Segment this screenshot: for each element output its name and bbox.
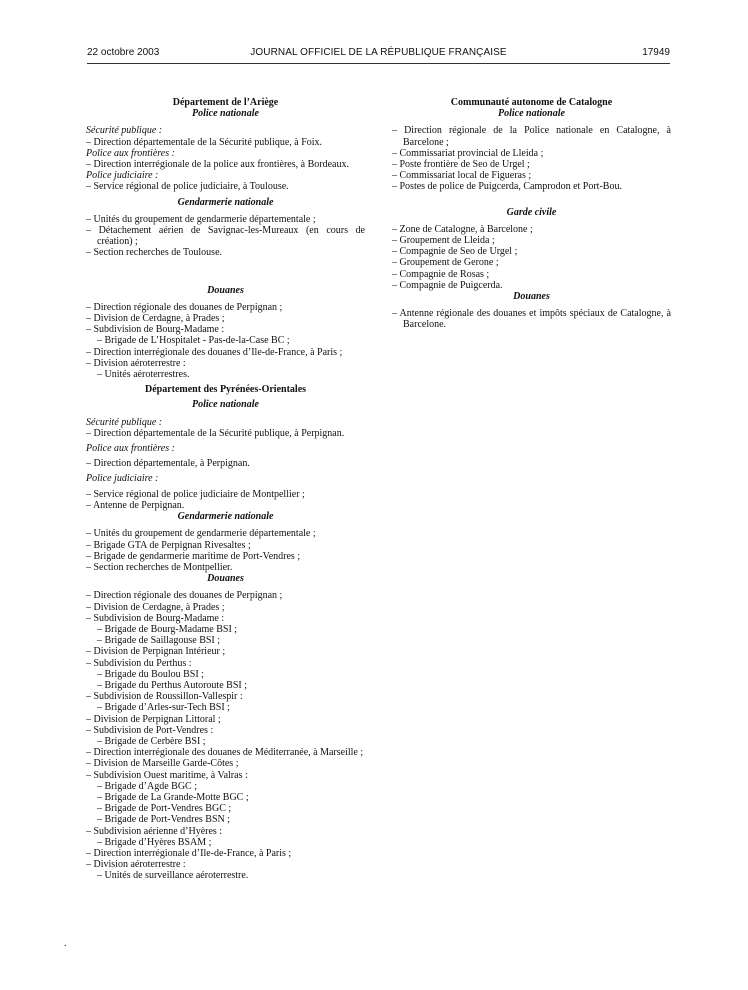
list-item: – Direction interrégionale des douanes de Méditerranée, à Marseille ; [86,747,364,759]
list-item: – Section recherches de Montpellier. [86,561,233,573]
list-item: – Division aéroterrestre : [86,357,186,369]
subtitle-douanes-ariege: Douanes [207,284,244,296]
subtitle-police-catalogne: Police nationale [498,108,565,120]
list-subitem: – Brigade de Bourg-Madame BSI ; [97,623,238,635]
list-subitem: – Brigade de Saillagouse BSI ; [97,635,221,647]
list-subitem: – Brigade de L’Hospitalet - Pas-de-la-Case BC ; [97,335,290,347]
section-title-ariege: Département de l’Ariège [172,97,279,108]
journal-title: JOURNAL OFFICIEL DE LA RÉPUBLIQUE FRANÇAISE [250,47,507,58]
list-item: – Direction régionale de la Police nationale en Catalogne, à Barcelone ; [392,125,671,148]
list-item: – Brigade GTA de Perpignan Rivesaltes ; [86,539,251,551]
header-rule [87,63,670,64]
list-item: – Direction régionale des douanes de Perpignan ; [86,590,283,602]
list-item: – Service régional de police judiciaire de Montpellier ; [86,488,305,500]
list-item: – Division de Perpignan Littoral ; [86,713,221,725]
list-item: – Poste frontière de Seo de Urgel ; [392,159,530,171]
list-item: – Service régional de police judiciaire, à Toulouse. [86,181,289,193]
page-header [87,47,670,61]
subtitle-garde-civile: Garde civile [506,206,557,218]
list-item: – Subdivision de Roussillon-Vallespir : [86,691,243,703]
label-police-judiciaire: Police judiciaire : [86,170,159,182]
list-item: – Commissariat provincial de Lleida ; [392,147,544,159]
list-item: – Antenne régionale des douanes et impôts spéciaux de Catalogne, à Barcelone. [392,308,671,331]
list-subitem: – Brigade du Perthus Autoroute BSI ; [97,679,247,691]
list-item: – Subdivision Ouest maritime, à Valras : [86,769,248,781]
list-subitem: – Brigade de Cerbère BSI ; [97,735,206,747]
list-item: – Compagnie de Puigcerda. [392,279,503,291]
list-item: – Brigade de gendarmerie maritime de Port-Vendres ; [86,550,301,562]
list-item: – Direction régionale des douanes de Perpignan ; [86,301,283,313]
list-item: – Postes de police de Puigcerda, Camprodon et Port-Bou. [392,181,622,193]
list-item: – Groupement de Gerone ; [392,257,499,269]
left-column [86,97,365,882]
list-subitem: – Brigade d’Agde BGC ; [97,780,197,792]
list-item: – Direction départementale de la Sécurité publique, à Perpignan. [86,427,345,439]
list-item: – Direction interrégionale des douanes d’Ile-de-France, à Paris ; [86,346,343,358]
list-item: – Division de Cerdagne, à Prades ; [86,313,225,325]
list-subitem: – Brigade de Port-Vendres BSN ; [97,814,231,826]
section-title-pyrenees-orientales: Département des Pyrénées-Orientales [144,384,307,396]
list-item: – Division aéroterrestre : [86,859,186,871]
label-police-frontieres: Police aux frontières : [86,443,175,455]
page-number: 17949 [642,47,670,58]
list-item: – Subdivision de Port-Vendres : [86,724,214,736]
list-item: – Division de Cerdagne, à Prades ; [86,601,225,613]
list-item: – Subdivision du Perthus : [86,657,192,669]
list-subitem: – Brigade d’Arles-sur-Tech BSI ; [97,702,230,714]
list-item: – Section recherches de Toulouse. [86,247,223,259]
list-item: – Zone de Catalogne, à Barcelone ; [392,223,533,235]
stray-mark: . [64,938,67,949]
list-item: – Division de Marseille Garde-Côtes ; [86,758,239,770]
subtitle-police-ariege: Police nationale [192,108,259,120]
subtitle-douanes-catalogne: Douanes [513,291,550,303]
list-item: – Détachement aérien de Savignac-les-Mureaux (en cours de création) ; [86,225,365,248]
list-item: – Antenne de Perpignan. [86,499,185,511]
label-police-frontieres: Police aux frontières : [86,147,175,159]
section-title-catalogne: Communauté autonome de Catalogne [450,97,613,108]
label-police-judiciaire: Police judiciaire : [86,473,159,485]
list-item: – Compagnie de Rosas ; [392,268,490,280]
list-item: – Direction interrégionale de la police aux frontières, à Bordeaux. [86,159,349,171]
list-subitem: – Brigade de La Grande-Motte BGC ; [97,791,249,803]
label-securite-publique: Sécurité publique : [86,416,163,428]
list-item: – Commissariat local de Figueras ; [392,170,532,182]
subtitle-police-po: Police nationale [192,399,259,411]
list-subitem: – Brigade de Port-Vendres BGC ; [97,803,232,815]
subtitle-douanes-po: Douanes [207,573,244,585]
list-item: – Direction interrégionale d’Ile-de-France, à Paris ; [86,847,292,859]
list-item: – Unités du groupement de gendarmerie départementale ; [86,528,316,540]
list-item: – Groupement de Lleida ; [392,235,495,247]
list-item: – Compagnie de Seo de Urgel ; [392,246,518,258]
list-subitem: – Brigade d’Hyères BSAM ; [97,836,212,848]
list-item: – Subdivision de Bourg-Madame : [86,612,225,624]
list-item: – Direction départementale de la Sécurité publique, à Foix. [86,136,323,148]
right-column [392,97,671,331]
list-subitem: – Unités de surveillance aéroterrestre. [97,870,249,882]
subtitle-gendarmerie-ariege: Gendarmerie nationale [177,196,274,208]
list-item: – Subdivision aérienne d’Hyères : [86,825,223,837]
subtitle-gendarmerie-po: Gendarmerie nationale [177,511,274,523]
list-subitem: – Unités aéroterrestres. [97,369,190,381]
list-item: – Unités du groupement de gendarmerie départementale ; [86,213,316,225]
list-item: – Division de Perpignan Intérieur ; [86,646,226,658]
list-subitem: – Brigade du Boulou BSI ; [97,668,204,680]
list-item: – Subdivision de Bourg-Madame : [86,324,225,336]
list-item: – Direction départementale, à Perpignan. [86,458,250,470]
header-date: 22 octobre 2003 [87,47,160,58]
label-securite-publique: Sécurité publique : [86,125,163,137]
